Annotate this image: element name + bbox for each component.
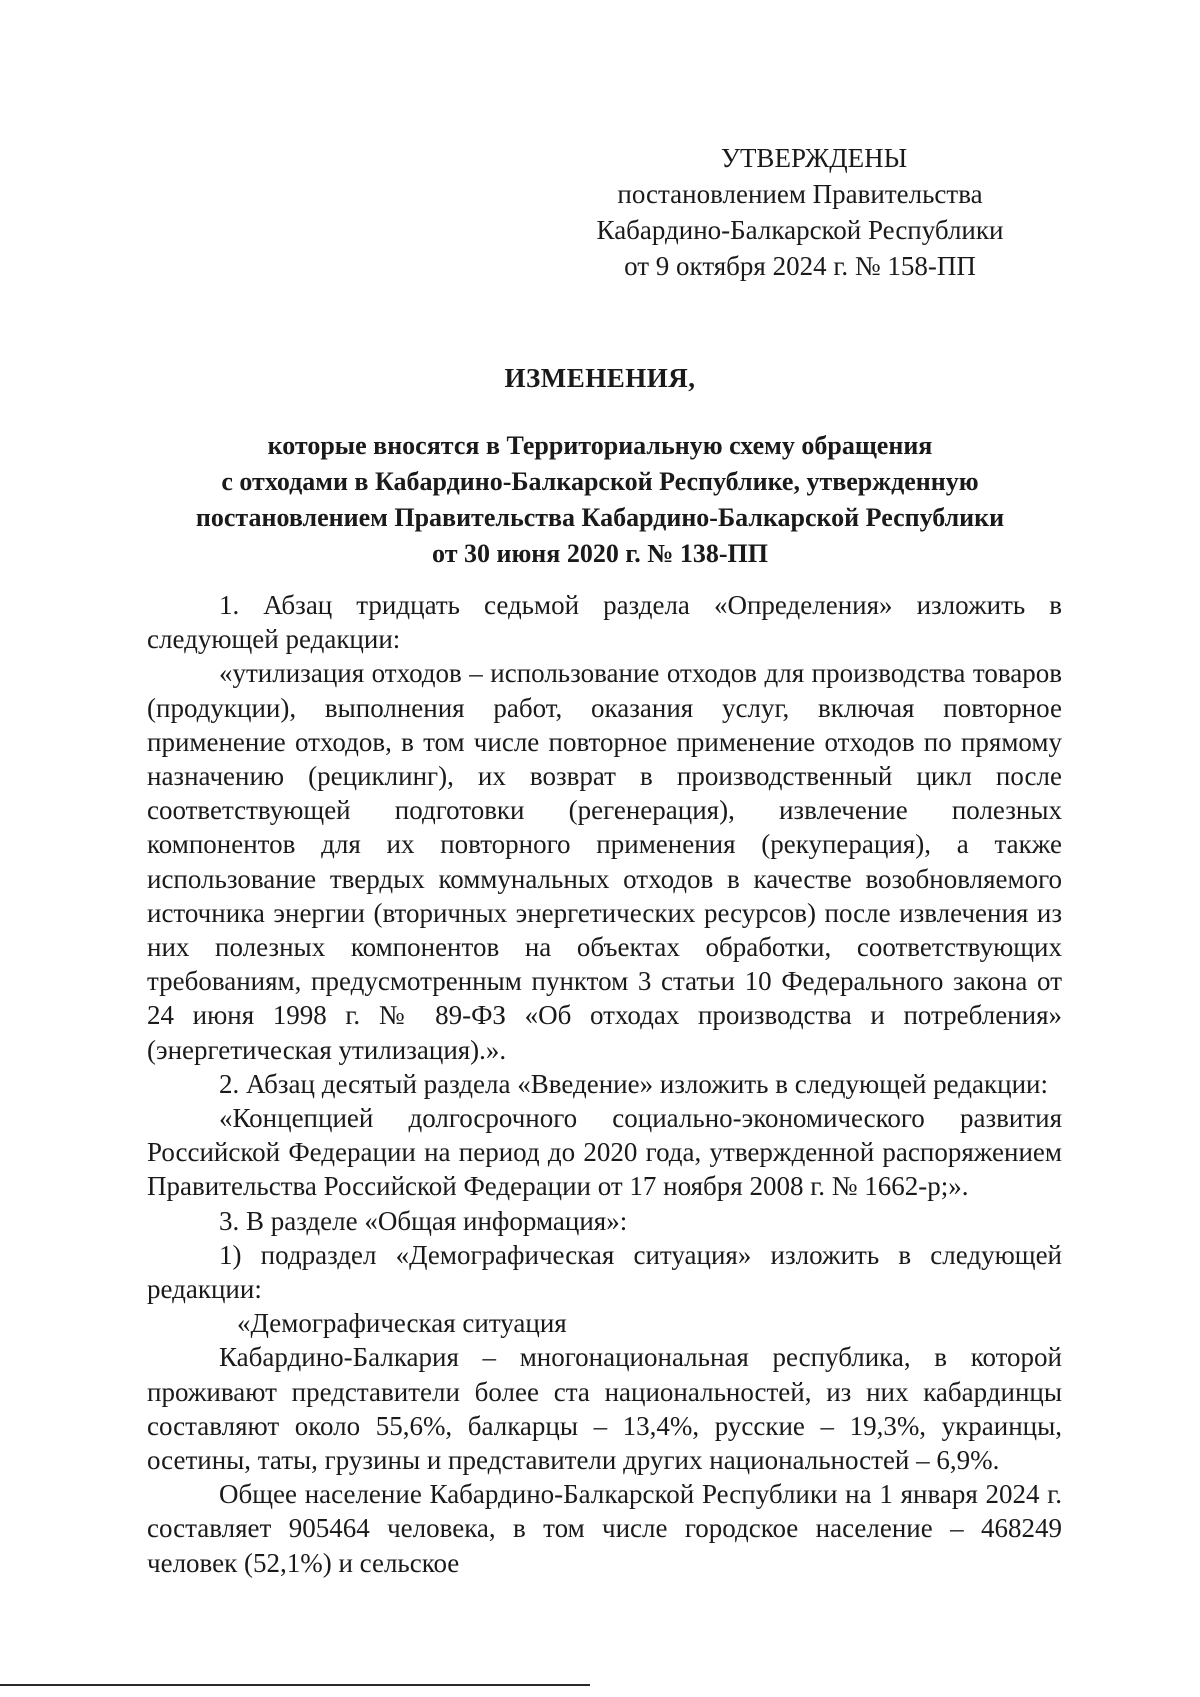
document-body: [147, 588, 1062, 1580]
approval-block: [560, 140, 1040, 284]
page-bottom-rule: [0, 1684, 590, 1686]
paragraph-quote: «Концепцией долгосрочного социально-экономического развития Российской Федерации на период до 2020 года, утвержденной распоряжением Правительства Российской Федерации от 17 ноября 2008 г. № 1662-р;».: [147, 1103, 1062, 1202]
paragraph: Кабардино-Балкария – многонациональная республика, в которой проживают представители более ста национальностей, из них кабардинцы составляют около 55,6%, балкарцы – 13,4%, русские – 19,3%, украинцы, осетины, таты, грузины и представители других национальностей – 6,9%.: [147, 1342, 1062, 1476]
paragraph: Общее население Кабардино-Балкарской Республики на 1 января 2024 г. составляет 905464 человека, в том числе городское население – 468249 человек (52,1%) и сельское: [147, 1479, 1062, 1578]
paragraph-quote: «утилизация отходов – использование отходов для производства товаров (продукции), выполнения работ, оказания услуг, включая повторное применение отходов, в том числе повторное применение отходов по прямому назначению (рециклинг), их возврат в производственный цикл после соответствующей подготовки (регенерация), извлечение полезных компонентов для их повторного применения (рекуперация), а также использование твердых коммунальных отходов в качестве возобновляемого источника энергии (вторичных энергетических ресурсов) после извлечения из них полезных компонентов на объектах обработки, соответствующих требованиям, предусмотренным пунктом 3 статьи 10 Федерального закона от 24 июня 1998 г. № 89-ФЗ «Об отходах производства и потребления» (энергетическая утилизация).».: [147, 658, 1062, 1065]
approval-line: Кабардино-Балкарской Республики: [596, 215, 1004, 245]
paragraph: 2. Абзац десятый раздела «Введение» изложить в следующей редакции:: [219, 1068, 1048, 1099]
section-heading: «Демографическая ситуация: [237, 1308, 567, 1339]
subtitle-line: с отходами в Кабардино-Балкарской Республике, утвержденную: [221, 467, 979, 496]
subtitle-line: постановлением Правительства Кабардино-Балкарской Республики: [195, 503, 1005, 532]
approval-line: постановлением Правительства: [617, 179, 983, 209]
paragraph: 3. В разделе «Общая информация»:: [219, 1205, 628, 1236]
subtitle-line: от 30 июня 2020 г. № 138-ПП: [432, 539, 768, 568]
document-title: ИЗМЕНЕНИЯ,: [504, 363, 696, 393]
paragraph: 1) подраздел «Демографическая ситуация» изложить в следующей редакции:: [147, 1239, 1062, 1305]
paragraph: 1. Абзац тридцать седьмой раздела «Определения» изложить в следующей редакции:: [147, 590, 1062, 655]
approval-date: от 9 октября 2024 г. № 158-ПП: [624, 251, 976, 281]
subtitle-line: которые вносятся в Территориальную схему обращения: [267, 431, 933, 460]
approval-heading: УТВЕРЖДЕНЫ: [720, 143, 908, 173]
document-subtitle: [150, 428, 1050, 572]
